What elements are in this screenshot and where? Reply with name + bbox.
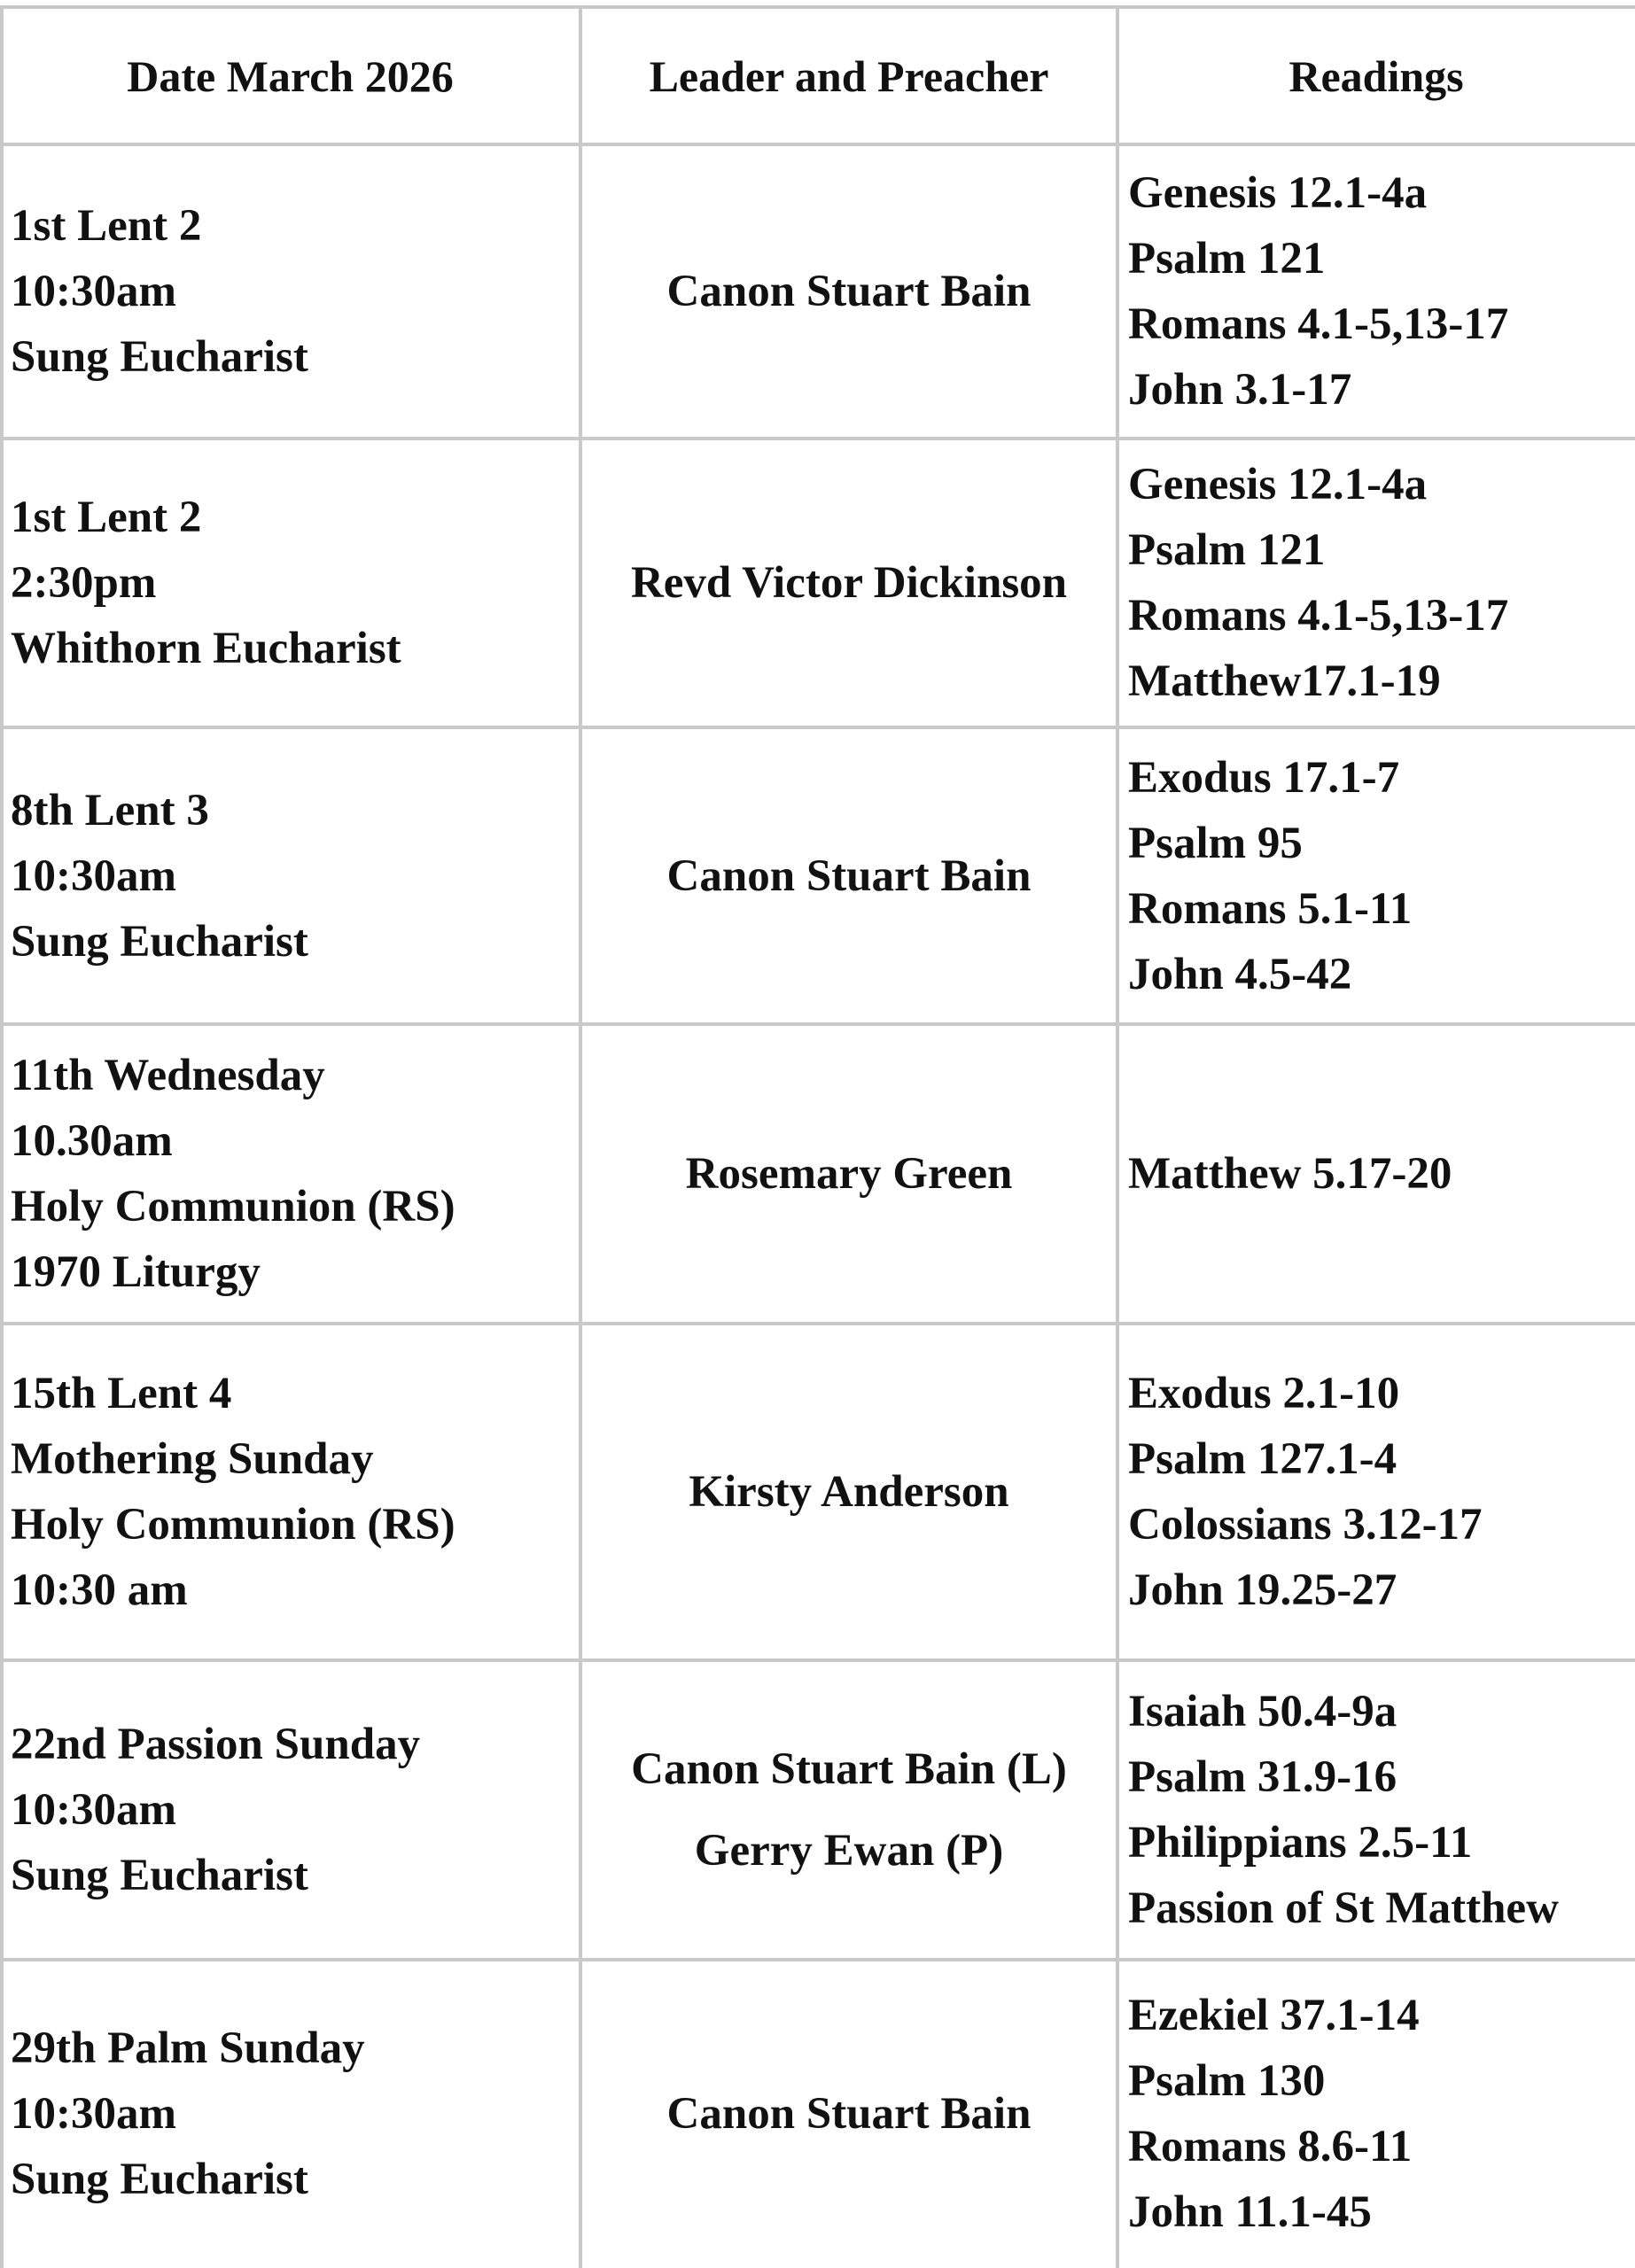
leader-name: Gerry Ewan (P) bbox=[694, 1826, 1004, 1876]
reading-line: John 11.1-45 bbox=[1128, 2187, 1372, 2237]
reading-line: John 4.5-42 bbox=[1128, 949, 1352, 999]
reading-line: Exodus 2.1-10 bbox=[1128, 1369, 1400, 1418]
reading-line: Romans 4.1-5,13-17 bbox=[1128, 591, 1509, 641]
service-date-line: Sung Eucharist bbox=[11, 1851, 308, 1900]
reading-line: John 19.25-27 bbox=[1128, 1565, 1398, 1615]
leader-name: Canon Stuart Bain bbox=[666, 267, 1032, 316]
reading-line: Psalm 31.9-16 bbox=[1128, 1752, 1398, 1802]
service-date-cell bbox=[11, 1960, 580, 2268]
leader-cell bbox=[580, 1960, 1117, 2268]
reading-line: Matthew17.1-19 bbox=[1128, 656, 1441, 706]
row-divider bbox=[0, 437, 1635, 440]
service-date-line: Mothering Sunday bbox=[11, 1434, 374, 1484]
service-date-line: Sung Eucharist bbox=[11, 2155, 308, 2204]
row-divider bbox=[0, 5, 1635, 9]
service-date-line: 8th Lent 3 bbox=[11, 785, 209, 835]
service-date-line: 10:30am bbox=[11, 2089, 176, 2139]
reading-line: Romans 8.6-11 bbox=[1128, 2122, 1413, 2171]
readings-cell bbox=[1128, 727, 1635, 1024]
leader-name: Rosemary Green bbox=[685, 1149, 1013, 1199]
service-date-cell bbox=[11, 1660, 580, 1960]
reading-line: John 3.1-17 bbox=[1128, 365, 1352, 415]
leader-name: Canon Stuart Bain bbox=[666, 2089, 1032, 2139]
readings-cell bbox=[1128, 144, 1635, 439]
service-date-line: 10:30am bbox=[11, 1785, 176, 1835]
reading-line: Psalm 121 bbox=[1128, 234, 1326, 284]
leader-name: Kirsty Anderson bbox=[689, 1467, 1009, 1517]
service-date-line: 1st Lent 2 bbox=[11, 493, 202, 542]
service-date-cell bbox=[11, 1324, 580, 1660]
service-date-line: Sung Eucharist bbox=[11, 332, 308, 382]
reading-line: Psalm 127.1-4 bbox=[1128, 1434, 1398, 1484]
readings-cell bbox=[1128, 1024, 1635, 1324]
row-divider bbox=[0, 1958, 1635, 1961]
reading-line: Isaiah 50.4-9a bbox=[1128, 1687, 1398, 1736]
reading-line: Psalm 121 bbox=[1128, 525, 1326, 575]
service-date-line: 10:30 am bbox=[11, 1565, 188, 1615]
service-date-line: Holy Communion (RS) bbox=[11, 1182, 455, 1231]
column-divider bbox=[0, 7, 4, 2268]
header-date: Date March 2026 bbox=[127, 50, 454, 101]
reading-line: Exodus 17.1-7 bbox=[1128, 752, 1400, 803]
readings-cell bbox=[1128, 1660, 1635, 1960]
header-readings: Readings bbox=[1289, 50, 1464, 101]
leader-name: Canon Stuart Bain (L) bbox=[631, 1744, 1067, 1794]
row-divider bbox=[0, 143, 1635, 146]
service-date-cell bbox=[11, 144, 580, 439]
reading-line: Genesis 12.1-4a bbox=[1128, 168, 1428, 218]
service-date-line: 10.30am bbox=[11, 1116, 173, 1166]
leader-name: Revd Victor Dickinson bbox=[630, 558, 1068, 608]
readings-cell bbox=[1128, 1324, 1635, 1660]
leader-cell bbox=[580, 144, 1117, 439]
column-divider bbox=[1116, 7, 1119, 2268]
leader-cell bbox=[580, 1660, 1117, 1960]
row-divider bbox=[0, 726, 1635, 729]
leader-cell bbox=[580, 1024, 1117, 1324]
column-divider bbox=[579, 7, 582, 2268]
reading-line: Romans 4.1-5,13-17 bbox=[1128, 299, 1509, 349]
service-date-line: 1st Lent 2 bbox=[11, 201, 202, 251]
service-date-line: Sung Eucharist bbox=[11, 916, 308, 967]
reading-line: Colossians 3.12-17 bbox=[1128, 1500, 1483, 1550]
leader-cell bbox=[580, 727, 1117, 1024]
readings-cell bbox=[1128, 439, 1635, 727]
service-date-line: 29th Palm Sunday bbox=[11, 2023, 365, 2073]
service-date-line: Whithorn Eucharist bbox=[11, 624, 401, 673]
service-date-line: 10:30am bbox=[11, 850, 176, 901]
row-divider bbox=[0, 1658, 1635, 1662]
header-leader: Leader and Preacher bbox=[649, 50, 1049, 101]
service-date-line: 22nd Passion Sunday bbox=[11, 1720, 421, 1769]
reading-line: Passion of St Matthew bbox=[1128, 1884, 1559, 1933]
leader-name: Canon Stuart Bain bbox=[666, 850, 1032, 901]
row-divider bbox=[0, 1322, 1635, 1325]
leader-cell bbox=[580, 1324, 1117, 1660]
row-divider bbox=[0, 1022, 1635, 1026]
service-date-cell bbox=[11, 439, 580, 727]
service-date-line: 2:30pm bbox=[11, 558, 157, 608]
reading-line: Psalm 130 bbox=[1128, 2056, 1326, 2106]
reading-line: Philippians 2.5-11 bbox=[1128, 1818, 1473, 1868]
reading-line: Matthew 5.17-20 bbox=[1128, 1149, 1452, 1199]
service-date-cell bbox=[11, 1024, 580, 1324]
service-date-line: 10:30am bbox=[11, 267, 176, 316]
reading-line: Ezekiel 37.1-14 bbox=[1128, 1991, 1420, 2040]
reading-line: Romans 5.1-11 bbox=[1128, 883, 1413, 934]
reading-line: Psalm 95 bbox=[1128, 818, 1303, 868]
readings-cell bbox=[1128, 1960, 1635, 2268]
service-date-line: 11th Wednesday bbox=[11, 1051, 325, 1100]
reading-line: Genesis 12.1-4a bbox=[1128, 460, 1428, 509]
service-date-line: 15th Lent 4 bbox=[11, 1369, 232, 1418]
leader-cell bbox=[580, 439, 1117, 727]
service-date-line: 1970 Liturgy bbox=[11, 1247, 261, 1297]
service-date-line: Holy Communion (RS) bbox=[11, 1500, 455, 1550]
service-date-cell bbox=[11, 727, 580, 1024]
